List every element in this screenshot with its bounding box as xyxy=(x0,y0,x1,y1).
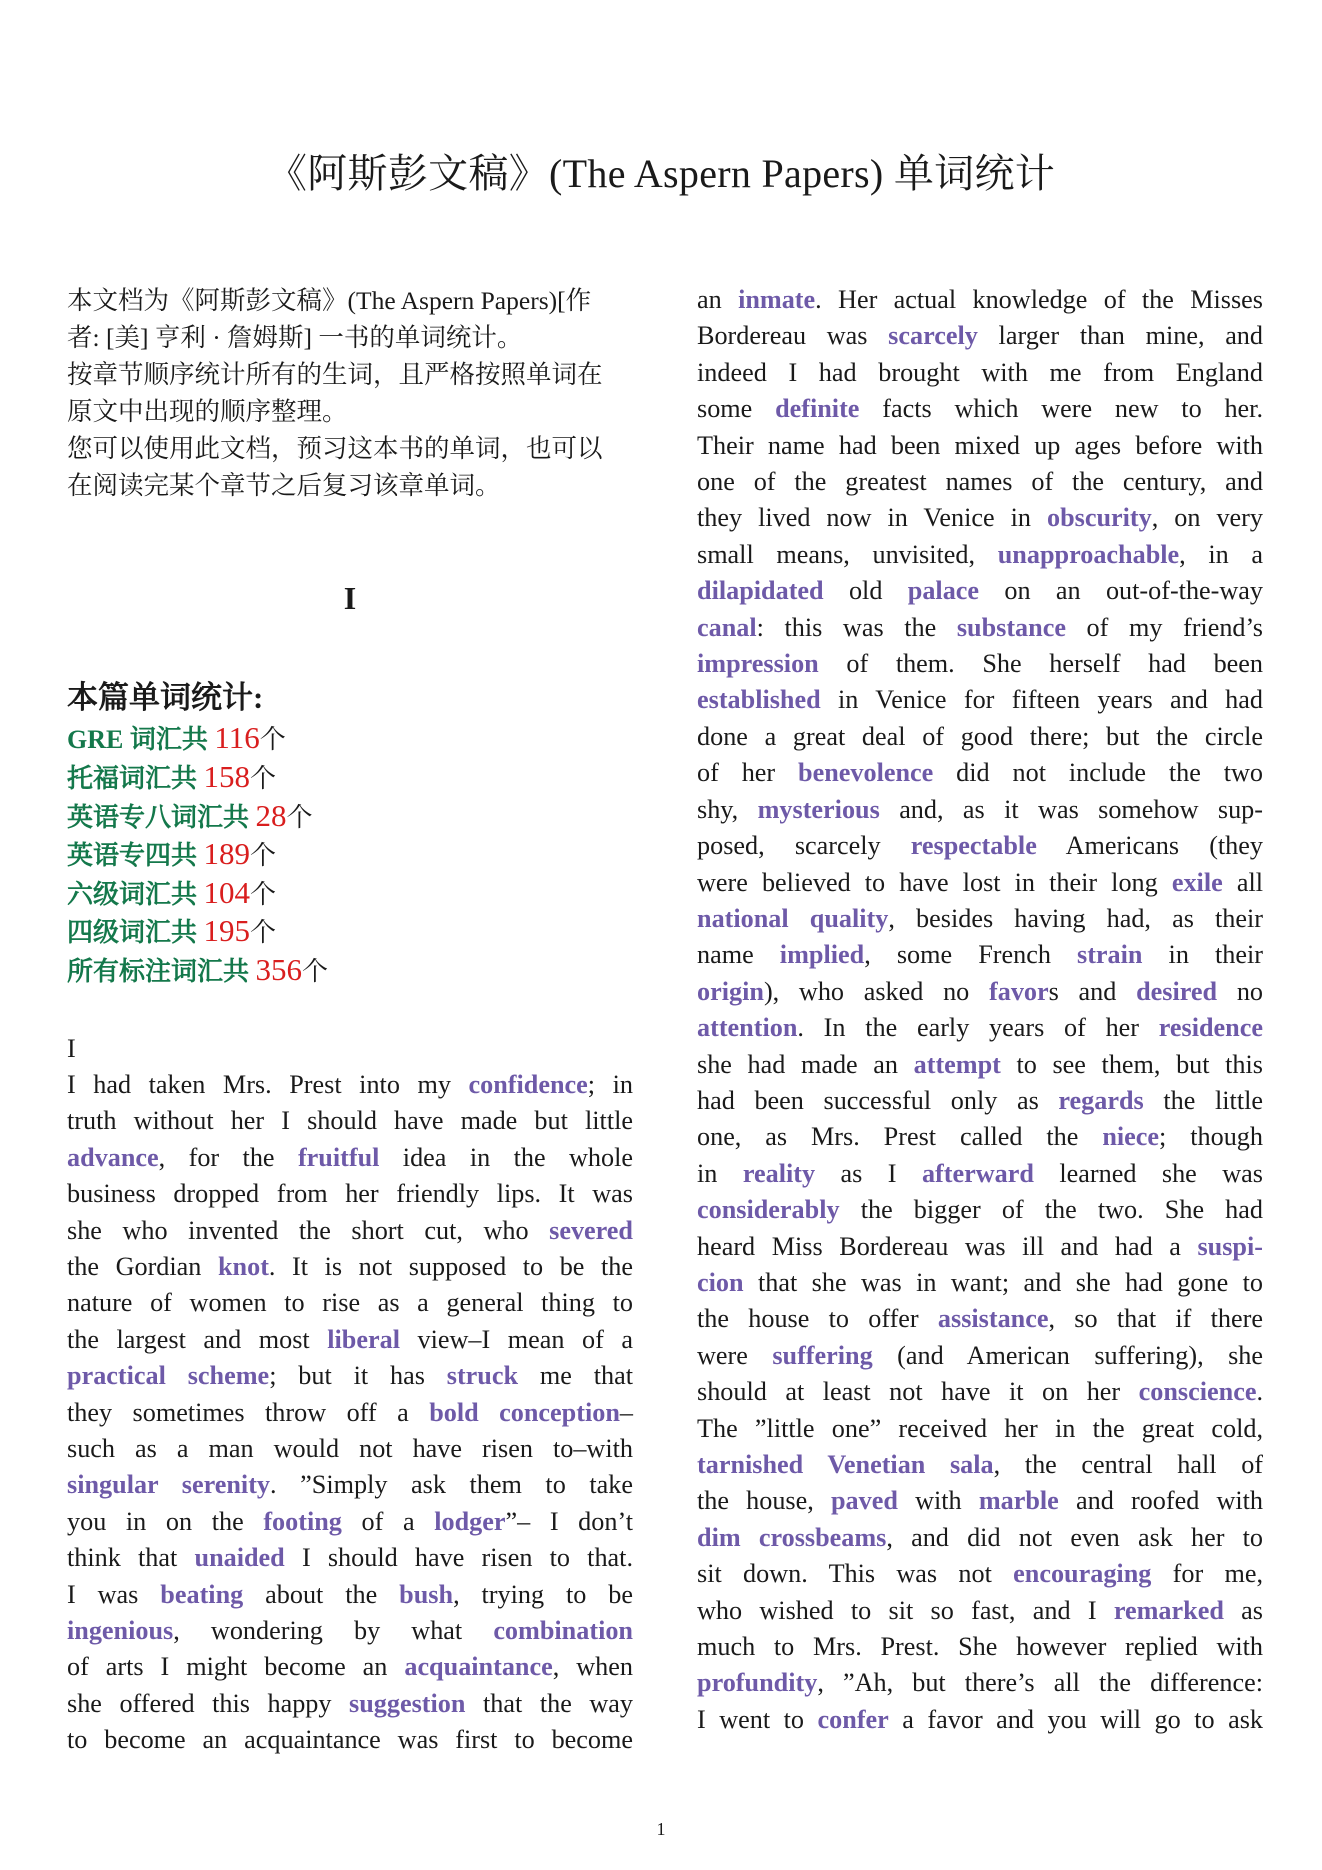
text-run: I had taken Mrs. Prest into my xyxy=(67,1069,469,1099)
highlighted-word: fruitful xyxy=(297,1142,380,1172)
stat-unit: 个 xyxy=(259,725,286,755)
intro-line: 本文档为《阿斯彭文稿》(The Aspern Papers)[作 xyxy=(67,286,592,315)
text-run: of them. She herself had been xyxy=(818,649,1263,679)
text-line xyxy=(67,1467,633,1503)
text-line xyxy=(697,937,1263,973)
highlighted-word: dilapidated xyxy=(697,576,824,606)
stat-unit: 个 xyxy=(250,918,277,948)
highlighted-word: scarcely xyxy=(888,321,978,351)
highlighted-word: favor xyxy=(989,976,1049,1006)
text-run: and, as it was somehow sup- xyxy=(879,794,1263,824)
text-run: Bordereau was xyxy=(697,321,889,351)
text-run: facts which were new to her. xyxy=(859,394,1263,424)
text-line xyxy=(67,1577,633,1613)
text-line xyxy=(67,1285,633,1321)
text-run: heard Miss Bordereau was ill and had a xyxy=(697,1231,1198,1261)
highlighted-word: dim crossbeams xyxy=(697,1522,887,1552)
text-line xyxy=(697,318,1263,354)
text-run: truth without her I should have made but little xyxy=(67,1106,633,1136)
highlighted-word: encouraging xyxy=(1013,1559,1152,1589)
text-line xyxy=(697,646,1263,682)
stat-row-cet6 xyxy=(67,875,633,914)
text-run: learned she was xyxy=(1033,1158,1263,1188)
highlighted-word: severed xyxy=(549,1215,633,1245)
text-run: old xyxy=(823,576,908,606)
stat-row-all xyxy=(67,952,633,991)
stat-count: 28 xyxy=(255,797,287,833)
highlighted-word: mysterious xyxy=(757,794,880,824)
text-line xyxy=(697,573,1263,609)
text-run: , wondering by what xyxy=(173,1616,494,1646)
text-line xyxy=(67,1103,633,1139)
text-run: in their xyxy=(1142,940,1263,970)
text-line xyxy=(67,1722,633,1758)
stat-label: 英语专八词汇共 xyxy=(67,802,256,832)
text-run: view–I mean of a xyxy=(399,1324,633,1354)
text-line xyxy=(697,974,1263,1010)
highlighted-word: confidence xyxy=(468,1069,588,1099)
text-line xyxy=(67,1649,633,1685)
text-line xyxy=(697,610,1263,646)
text-run: s and xyxy=(1048,976,1137,1006)
text-run: ; but it has xyxy=(269,1361,447,1391)
text-run: some xyxy=(697,394,776,424)
text-line xyxy=(697,391,1263,427)
text-run: were xyxy=(697,1340,773,1370)
text-line xyxy=(697,901,1263,937)
text-line xyxy=(697,1665,1263,1701)
body-text-left xyxy=(67,1067,633,1759)
text-line xyxy=(697,1156,1263,1192)
text-run: (and American suffering), she xyxy=(872,1340,1263,1370)
text-line xyxy=(697,1411,1263,1447)
text-line xyxy=(697,282,1263,318)
text-run: much to Mrs. Prest. She however replied with xyxy=(697,1632,1263,1662)
text-run: the house to offer xyxy=(697,1304,938,1334)
text-run: of a xyxy=(341,1506,435,1536)
text-line xyxy=(67,1540,633,1576)
text-line xyxy=(67,1249,633,1285)
text-run: I was xyxy=(67,1579,161,1609)
intro-line: 按章节顺序统计所有的生词，且严格按照单词在 xyxy=(67,360,603,389)
text-line xyxy=(67,1613,633,1649)
text-run: one, as Mrs. Prest called the xyxy=(697,1122,1103,1152)
text-run: all xyxy=(1222,867,1263,897)
stat-unit: 个 xyxy=(302,956,329,986)
text-line xyxy=(67,1686,633,1722)
text-run: The ”little one” received her in the great cold, xyxy=(697,1413,1263,1443)
text-run: – xyxy=(619,1397,633,1427)
text-run: sit down. This was not xyxy=(697,1559,1014,1589)
text-line xyxy=(697,1338,1263,1374)
text-line xyxy=(697,1265,1263,1301)
highlighted-word: attempt xyxy=(913,1049,1001,1079)
intro-paragraph xyxy=(67,282,633,504)
text-line xyxy=(697,428,1263,464)
text-run: as I xyxy=(815,1158,922,1188)
highlighted-word: unapproachable xyxy=(997,539,1180,569)
highlighted-word: residence xyxy=(1158,1013,1263,1043)
text-run: they lived now in Venice in xyxy=(697,503,1047,533)
highlighted-word: confer xyxy=(817,1704,889,1734)
text-run: , for the xyxy=(158,1142,298,1172)
highlighted-word: considerably xyxy=(697,1195,840,1225)
text-run: as xyxy=(1223,1595,1263,1625)
highlighted-word: respectable xyxy=(910,831,1037,861)
stat-row-tem4 xyxy=(67,836,633,875)
text-line xyxy=(697,355,1263,391)
highlighted-word: footing xyxy=(263,1506,342,1536)
text-run: ), who asked no xyxy=(763,976,989,1006)
stat-unit: 个 xyxy=(250,841,277,871)
stat-label: 四级词汇共 xyxy=(67,918,204,948)
text-run: . xyxy=(1256,1377,1263,1407)
text-line xyxy=(697,828,1263,864)
text-run: small means, unvisited, xyxy=(697,539,998,569)
left-column xyxy=(67,282,633,1759)
chapter-heading: I xyxy=(343,580,357,616)
highlighted-word: suggestion xyxy=(349,1688,466,1718)
text-run: for me, xyxy=(1151,1559,1263,1589)
text-run: , some French xyxy=(864,940,1077,970)
highlighted-word: lodger xyxy=(434,1506,506,1536)
document-title: 《阿斯彭文稿》(The Aspern Papers) 单词统计 xyxy=(266,151,1056,196)
stat-label: 六级词汇共 xyxy=(67,879,204,909)
stat-label: 所有标注词汇共 xyxy=(67,956,256,986)
highlighted-word: acquaintance xyxy=(404,1652,553,1682)
text-run: she had made an xyxy=(697,1049,914,1079)
text-run: on an out-of-the-way xyxy=(979,576,1264,606)
highlighted-word: unaided xyxy=(194,1543,285,1573)
stat-count: 116 xyxy=(214,720,260,756)
text-run: should at least not have it on her xyxy=(697,1377,1139,1407)
text-run: the little xyxy=(1143,1085,1263,1115)
text-run: she offered this happy xyxy=(67,1688,350,1718)
page-number: 1 xyxy=(656,1819,666,1839)
stat-row-gre xyxy=(67,720,633,759)
stat-row-cet4 xyxy=(67,913,633,952)
stat-count: 195 xyxy=(203,913,251,949)
text-line xyxy=(697,500,1263,536)
text-run: with xyxy=(897,1486,979,1516)
highlighted-word: paved xyxy=(830,1486,898,1516)
text-run: one of the greatest names of the century, and xyxy=(697,467,1263,497)
text-line xyxy=(697,755,1263,791)
text-run: did not include the two xyxy=(933,758,1263,788)
highlighted-word: exile xyxy=(1171,867,1223,897)
highlighted-word: profundity xyxy=(697,1668,818,1698)
text-line xyxy=(697,464,1263,500)
text-chapter-label: I xyxy=(67,1033,76,1063)
text-run: , when xyxy=(552,1652,633,1682)
highlighted-word: reality xyxy=(742,1158,816,1188)
highlighted-word: practical scheme xyxy=(67,1361,270,1391)
text-run: posed, scarcely xyxy=(697,831,911,861)
text-run: , the central hall of xyxy=(993,1450,1264,1479)
text-line xyxy=(697,1119,1263,1155)
highlighted-word: struck xyxy=(446,1361,519,1391)
text-run: me that xyxy=(518,1361,634,1391)
text-line xyxy=(67,1322,633,1358)
text-line xyxy=(697,1593,1263,1629)
highlighted-word: inmate xyxy=(738,285,816,314)
text-line xyxy=(697,1374,1263,1410)
highlighted-word: cion xyxy=(697,1267,744,1297)
text-run: , and did not even ask her to xyxy=(886,1522,1263,1552)
text-run: you in on the xyxy=(67,1506,264,1536)
text-run: a favor and you will go to ask xyxy=(888,1704,1264,1734)
text-line xyxy=(67,1140,633,1176)
intro-line: 者: [美] 亨利 · 詹姆斯] 一书的单词统计。 xyxy=(67,323,523,352)
stat-unit: 个 xyxy=(286,802,313,832)
text-run: she who invented the short cut, who xyxy=(67,1215,550,1245)
highlighted-word: benevolence xyxy=(798,758,934,788)
text-run: . In the early years of her xyxy=(797,1013,1159,1043)
text-run: , besides having had, as their xyxy=(888,903,1263,933)
text-line xyxy=(67,1431,633,1467)
text-run: shy, xyxy=(697,794,758,824)
stats-list xyxy=(67,720,633,990)
highlighted-word: obscurity xyxy=(1047,503,1152,533)
highlighted-word: definite xyxy=(775,394,860,424)
text-line xyxy=(697,1047,1263,1083)
text-run: , so that if there xyxy=(1048,1304,1263,1334)
highlighted-word: remarked xyxy=(1113,1595,1224,1625)
text-run: Their name had been mixed up ages before with xyxy=(697,430,1263,460)
text-line xyxy=(67,1358,633,1394)
stat-label: GRE 词汇共 xyxy=(67,725,215,755)
highlighted-word: niece xyxy=(1102,1122,1160,1152)
text-run: ”– I don’t xyxy=(505,1506,633,1536)
text-run: to see them, but this xyxy=(1000,1049,1263,1079)
text-run: of my friend’s xyxy=(1065,612,1263,642)
text-run: the Gordian xyxy=(67,1252,218,1281)
highlighted-word: combination xyxy=(493,1616,633,1646)
stat-count: 104 xyxy=(203,874,251,910)
text-run: idea in the whole xyxy=(379,1142,633,1172)
highlighted-word: implied xyxy=(779,940,865,970)
stats-heading: 本篇单词统计: xyxy=(67,680,264,716)
highlighted-word: substance xyxy=(956,612,1066,642)
text-line xyxy=(697,1520,1263,1556)
highlighted-word: suffering xyxy=(772,1340,873,1370)
highlighted-word: marble xyxy=(978,1486,1059,1516)
text-line xyxy=(697,719,1263,755)
text-run: the bigger of the two. She had xyxy=(839,1195,1263,1225)
text-run: done a great deal of good there; but the circle xyxy=(697,721,1263,751)
right-column xyxy=(697,282,1263,1738)
text-run: to become an acquaintance was first to become xyxy=(67,1725,633,1755)
text-run: nature of women to rise as a general thing to xyxy=(67,1288,633,1318)
text-run: had been successful only as xyxy=(697,1085,1059,1115)
text-line xyxy=(67,1395,633,1431)
text-line xyxy=(697,1483,1263,1519)
highlighted-word: ingenious xyxy=(67,1616,174,1646)
text-run: , ”Ah, but there’s all the difference: xyxy=(817,1668,1263,1698)
text-run: . Her actual knowledge of the Misses xyxy=(815,285,1263,314)
highlighted-word: assistance xyxy=(937,1304,1049,1334)
stat-label: 英语专四共 xyxy=(67,841,204,871)
highlighted-word: national quality xyxy=(697,903,889,933)
text-run: . ”Simply ask them to take xyxy=(270,1470,633,1500)
highlighted-word: singular serenity xyxy=(67,1470,271,1500)
text-line xyxy=(697,1556,1263,1592)
text-run: of her xyxy=(697,758,799,788)
highlighted-word: canal xyxy=(697,612,757,642)
highlighted-word: origin xyxy=(697,976,764,1006)
highlighted-word: liberal xyxy=(327,1324,400,1354)
text-run: and roofed with xyxy=(1058,1486,1264,1516)
text-line xyxy=(67,1067,633,1103)
stat-count: 158 xyxy=(203,759,251,794)
text-run: I went to xyxy=(697,1704,818,1734)
stat-row-toefl xyxy=(67,759,633,798)
text-run: in Venice for fifteen years and had xyxy=(820,685,1263,715)
stat-row-tem8 xyxy=(67,798,633,837)
text-run: were believed to have lost in their long xyxy=(697,867,1172,897)
text-run: indeed I had brought with me from England xyxy=(697,357,1263,387)
text-run: the house, xyxy=(697,1486,831,1516)
intro-line: 您可以使用此文档，预习这本书的单词，也可以 xyxy=(67,434,603,463)
text-run: that she was in want; and she had gone to xyxy=(743,1267,1263,1297)
text-run: think that xyxy=(67,1543,195,1573)
text-line xyxy=(697,1447,1263,1483)
highlighted-word: tarnished Venetian sala xyxy=(697,1450,994,1479)
text-line xyxy=(697,1301,1263,1337)
text-run: such as a man would not have risen to–with xyxy=(67,1434,633,1464)
text-line xyxy=(697,1083,1263,1119)
highlighted-word: established xyxy=(697,685,821,715)
text-run: : this was the xyxy=(756,612,957,642)
text-run: business dropped from her friendly lips. It was xyxy=(67,1179,633,1209)
text-run: larger than mine, and xyxy=(977,321,1263,351)
text-run: , on very xyxy=(1151,503,1263,533)
text-run: name xyxy=(697,940,780,970)
text-line xyxy=(697,537,1263,573)
text-line xyxy=(697,682,1263,718)
intro-line: 在阅读完某个章节之后复习该章单词。 xyxy=(67,471,501,500)
text-line xyxy=(697,1629,1263,1665)
text-run: that the way xyxy=(465,1688,633,1718)
text-line xyxy=(697,865,1263,901)
text-line xyxy=(697,792,1263,828)
text-run: ; in xyxy=(587,1069,633,1099)
text-run: an xyxy=(697,285,739,314)
text-line xyxy=(697,1229,1263,1265)
highlighted-word: knot xyxy=(217,1252,269,1281)
body-text-right xyxy=(697,282,1263,1738)
text-run: of arts I might become an xyxy=(67,1652,405,1682)
text-line xyxy=(67,1504,633,1540)
text-run: Americans (they xyxy=(1036,831,1263,861)
text-line xyxy=(697,1702,1263,1738)
stat-unit: 个 xyxy=(250,879,277,909)
highlighted-word: regards xyxy=(1058,1085,1144,1115)
highlighted-word: afterward xyxy=(921,1158,1034,1188)
text-line xyxy=(697,1010,1263,1046)
highlighted-word: desired xyxy=(1136,976,1218,1006)
text-run: who wished to sit so fast, and I xyxy=(697,1595,1114,1625)
highlighted-word: beating xyxy=(160,1579,244,1609)
highlighted-word: bold conception xyxy=(429,1397,620,1427)
text-line xyxy=(67,1213,633,1249)
text-run: , trying to be xyxy=(453,1579,634,1609)
highlighted-word: suspi- xyxy=(1197,1231,1263,1261)
stat-label: 托福词汇共 xyxy=(67,764,204,793)
text-run: in xyxy=(697,1158,743,1188)
text-run: ; though xyxy=(1159,1122,1263,1152)
stat-count: 356 xyxy=(255,951,303,987)
text-run: . It is not supposed to be the xyxy=(268,1252,633,1281)
stat-unit: 个 xyxy=(250,764,277,793)
highlighted-word: palace xyxy=(907,576,980,606)
highlighted-word: strain xyxy=(1077,940,1143,970)
text-line xyxy=(67,1176,633,1212)
highlighted-word: attention xyxy=(697,1013,798,1043)
text-run: I should have risen to that. xyxy=(284,1543,633,1573)
intro-line: 原文中出现的顺序整理。 xyxy=(67,397,348,426)
text-line xyxy=(697,1192,1263,1228)
text-run: the largest and most xyxy=(67,1324,328,1354)
text-run: , in a xyxy=(1179,539,1264,569)
highlighted-word: bush xyxy=(399,1579,454,1609)
highlighted-word: impression xyxy=(697,649,819,679)
highlighted-word: advance xyxy=(67,1142,159,1172)
text-run: they sometimes throw off a xyxy=(67,1397,430,1427)
highlighted-word: conscience xyxy=(1138,1377,1257,1407)
stat-count: 189 xyxy=(203,836,251,872)
text-run: about the xyxy=(243,1579,400,1609)
text-run: no xyxy=(1217,976,1263,1006)
